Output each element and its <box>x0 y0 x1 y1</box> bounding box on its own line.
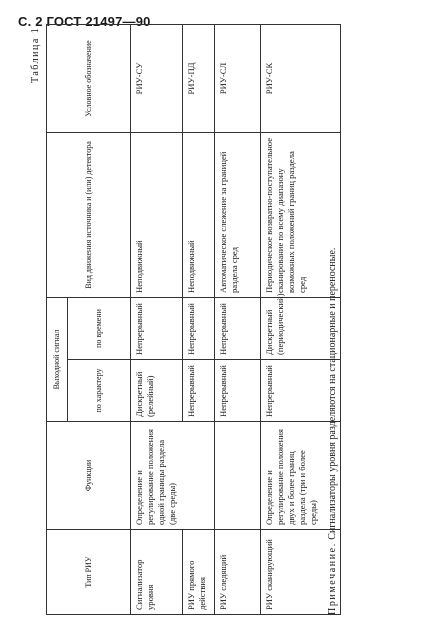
table-caption: Таблица 1 <box>30 26 41 83</box>
header-motion: Вид движения источника и (или) детектора <box>47 132 131 297</box>
cell-by-character: Дискретный (релейный) <box>131 360 183 422</box>
cell-type: РИУ следящий <box>215 530 261 615</box>
table-row <box>215 24 261 614</box>
cell-function <box>215 422 261 530</box>
header-by-character: по характеру <box>68 360 131 422</box>
cell-by-time: Непрерывный <box>183 297 215 359</box>
cell-motion: Неподвижный <box>183 132 215 297</box>
cell-by-time: Дискретный (периодический) <box>261 297 341 359</box>
cell-code: РИУ-СУ <box>131 24 183 132</box>
cell-by-character: Непрерывный <box>183 360 215 422</box>
cell-motion: Неподвижный <box>131 132 183 297</box>
header-type: Тип РИУ <box>47 530 131 615</box>
note-text: Сигнализаторы уровня разделяются на стационарные и переносные. <box>327 247 338 540</box>
cell-by-time: Непрерывный <box>131 297 183 359</box>
cell-type: РИУ прямого действия <box>183 530 215 615</box>
classification-table <box>46 24 341 615</box>
cell-code: РИУ-СЛ <box>215 24 261 132</box>
cell-by-character: Непрерывный <box>261 360 341 422</box>
cell-function: Определение и регулирование положения двух и более границ раздела (три и более среды) <box>261 422 341 530</box>
cell-by-character: Непрерывный <box>215 360 261 422</box>
header-code: Условное обозначение <box>47 24 131 132</box>
header-output-signal: Выходной сигнал <box>47 297 68 421</box>
cell-code: РИУ-ПД <box>183 24 215 132</box>
page-header: С. 2 ГОСТ 21497—90 <box>18 14 151 29</box>
rotated-table-page <box>30 25 400 615</box>
cell-type: Сигнализатор уровня <box>131 530 183 615</box>
cell-type: РИУ сканирующий <box>261 530 341 615</box>
cell-code: РИУ-СК <box>261 24 341 132</box>
table-row <box>131 24 183 614</box>
cell-motion: Автоматическое слежение за границей раздела сред <box>215 132 261 297</box>
cell-by-time: Непрерывный <box>215 297 261 359</box>
header-by-time: по времени <box>68 297 131 359</box>
header-function: Функции <box>47 422 131 530</box>
cell-function: Определение и регулирование положения одной границы раздела (две среды) <box>131 422 215 530</box>
table-note <box>327 248 338 615</box>
table-header-row <box>47 24 68 614</box>
note-label: Примечание. <box>327 542 338 615</box>
cell-motion: Периодическое возвратно-поступательное сканирование по всему диапазону возможных положений границ раздела сред <box>261 132 341 297</box>
